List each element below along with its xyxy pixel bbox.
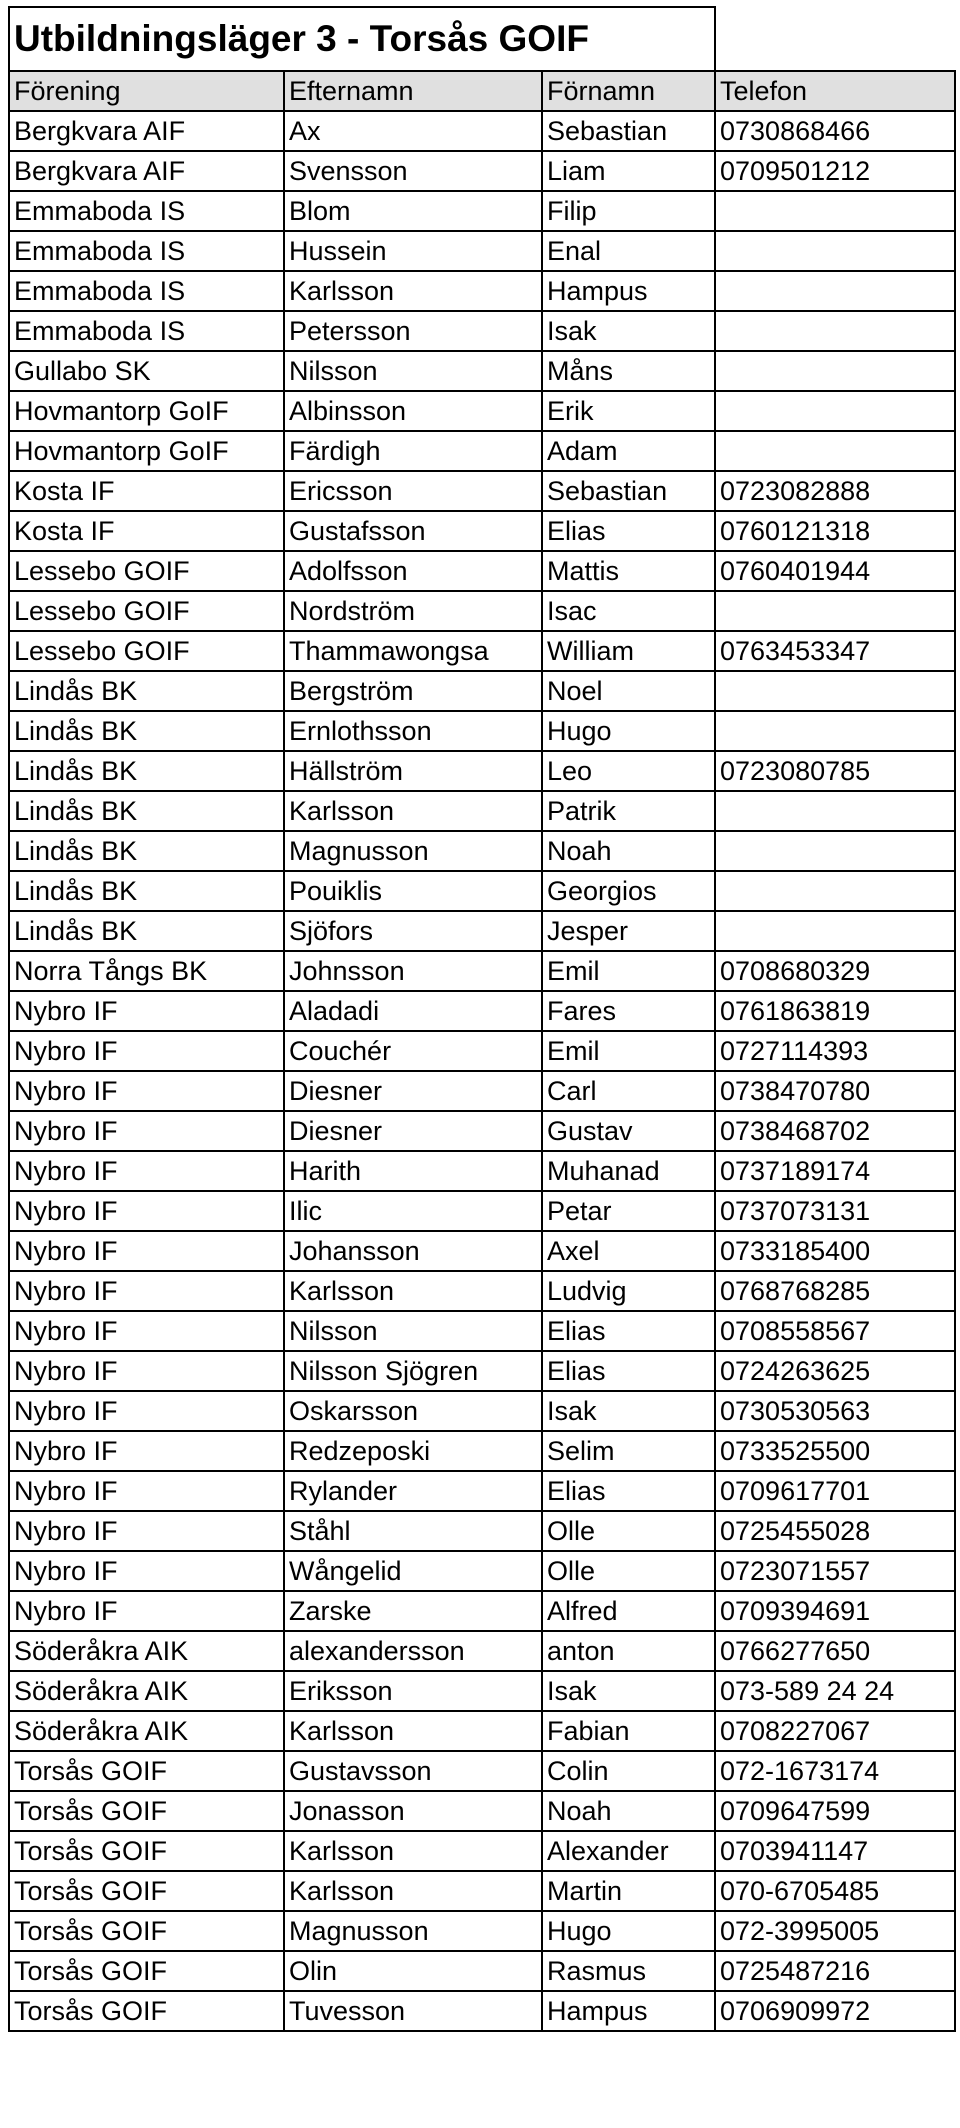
- cell-club: Nybro IF: [9, 1551, 284, 1591]
- table-row: [9, 1711, 955, 1751]
- cell-phone: 0730530563: [715, 1391, 955, 1431]
- table-row: [9, 231, 955, 271]
- cell-club: Lindås BK: [9, 791, 284, 831]
- cell-phone: [715, 391, 955, 431]
- cell-firstname: Carl: [542, 1071, 715, 1111]
- cell-club: Nybro IF: [9, 991, 284, 1031]
- cell-club: Nybro IF: [9, 1311, 284, 1351]
- cell-club: Söderåkra AIK: [9, 1631, 284, 1671]
- cell-firstname: Adam: [542, 431, 715, 471]
- cell-surname: Karlsson: [284, 1831, 542, 1871]
- cell-club: Lindås BK: [9, 751, 284, 791]
- cell-phone: 0708227067: [715, 1711, 955, 1751]
- cell-club: Emmaboda IS: [9, 191, 284, 231]
- cell-club: Lessebo GOIF: [9, 631, 284, 671]
- cell-club: Nybro IF: [9, 1431, 284, 1471]
- sheet-title: Utbildningsläger 3 - Torsås GOIF: [9, 7, 715, 71]
- table-row: [9, 1031, 955, 1071]
- cell-surname: Johansson: [284, 1231, 542, 1271]
- cell-firstname: Hugo: [542, 711, 715, 751]
- cell-club: Lindås BK: [9, 871, 284, 911]
- cell-club: Lindås BK: [9, 671, 284, 711]
- cell-firstname: Olle: [542, 1551, 715, 1591]
- table-row: [9, 511, 955, 551]
- cell-club: Emmaboda IS: [9, 271, 284, 311]
- cell-surname: Färdigh: [284, 431, 542, 471]
- cell-surname: Sjöfors: [284, 911, 542, 951]
- cell-phone: 0723080785: [715, 751, 955, 791]
- cell-club: Bergkvara AIF: [9, 111, 284, 151]
- cell-surname: Ernlothsson: [284, 711, 542, 751]
- cell-phone: 0768768285: [715, 1271, 955, 1311]
- table-row: [9, 1791, 955, 1831]
- cell-surname: Bergström: [284, 671, 542, 711]
- table-row: [9, 1191, 955, 1231]
- cell-firstname: Muhanad: [542, 1151, 715, 1191]
- cell-firstname: Gustav: [542, 1111, 715, 1151]
- cell-firstname: Måns: [542, 351, 715, 391]
- cell-firstname: Hampus: [542, 271, 715, 311]
- cell-surname: Ilic: [284, 1191, 542, 1231]
- cell-phone: 0733525500: [715, 1431, 955, 1471]
- cell-surname: Svensson: [284, 151, 542, 191]
- cell-firstname: anton: [542, 1631, 715, 1671]
- cell-phone: [715, 711, 955, 751]
- table-row: [9, 1591, 955, 1631]
- table-row: [9, 631, 955, 671]
- cell-surname: Petersson: [284, 311, 542, 351]
- table-row: [9, 1351, 955, 1391]
- cell-club: Kosta IF: [9, 511, 284, 551]
- cell-phone: 0708680329: [715, 951, 955, 991]
- cell-phone: [715, 231, 955, 271]
- cell-club: Nybro IF: [9, 1071, 284, 1111]
- roster-sheet: [8, 6, 956, 2032]
- cell-surname: Johnsson: [284, 951, 542, 991]
- cell-club: Norra Tångs BK: [9, 951, 284, 991]
- cell-surname: alexandersson: [284, 1631, 542, 1671]
- cell-club: Torsås GOIF: [9, 1791, 284, 1831]
- cell-firstname: Martin: [542, 1871, 715, 1911]
- cell-phone: [715, 911, 955, 951]
- table-row: [9, 1231, 955, 1271]
- title-blank-cell: [715, 7, 955, 71]
- cell-surname: Karlsson: [284, 1271, 542, 1311]
- cell-surname: Thammawongsa: [284, 631, 542, 671]
- table-row: [9, 311, 955, 351]
- table-row: [9, 711, 955, 751]
- table-row: [9, 151, 955, 191]
- table-row: [9, 1151, 955, 1191]
- cell-phone: 072-3995005: [715, 1911, 955, 1951]
- cell-phone: [715, 831, 955, 871]
- cell-club: Bergkvara AIF: [9, 151, 284, 191]
- cell-firstname: Elias: [542, 1311, 715, 1351]
- table-row: [9, 1991, 955, 2031]
- cell-firstname: Georgios: [542, 871, 715, 911]
- table-row: [9, 751, 955, 791]
- cell-surname: Nordström: [284, 591, 542, 631]
- header-surname: Efternamn: [284, 71, 542, 111]
- cell-surname: Pouiklis: [284, 871, 542, 911]
- cell-firstname: Elias: [542, 1471, 715, 1511]
- cell-phone: [715, 311, 955, 351]
- cell-surname: Ericsson: [284, 471, 542, 511]
- cell-surname: Redzeposki: [284, 1431, 542, 1471]
- cell-surname: Adolfsson: [284, 551, 542, 591]
- table-row: [9, 471, 955, 511]
- table-row: [9, 1311, 955, 1351]
- cell-surname: Ax: [284, 111, 542, 151]
- cell-club: Kosta IF: [9, 471, 284, 511]
- cell-phone: 0709394691: [715, 1591, 955, 1631]
- cell-phone: 0737073131: [715, 1191, 955, 1231]
- cell-surname: Gustafsson: [284, 511, 542, 551]
- cell-firstname: Enal: [542, 231, 715, 271]
- cell-surname: Hällström: [284, 751, 542, 791]
- cell-surname: Karlsson: [284, 1871, 542, 1911]
- cell-surname: Oskarsson: [284, 1391, 542, 1431]
- roster-body: [9, 111, 955, 2031]
- cell-club: Hovmantorp GoIF: [9, 431, 284, 471]
- cell-firstname: Fabian: [542, 1711, 715, 1751]
- cell-firstname: Alfred: [542, 1591, 715, 1631]
- cell-phone: [715, 671, 955, 711]
- table-row: [9, 831, 955, 871]
- cell-phone: 0761863819: [715, 991, 955, 1031]
- cell-phone: 0723071557: [715, 1551, 955, 1591]
- table-row: [9, 1831, 955, 1871]
- cell-firstname: Fares: [542, 991, 715, 1031]
- cell-firstname: Emil: [542, 1031, 715, 1071]
- cell-club: Torsås GOIF: [9, 1751, 284, 1791]
- cell-surname: Albinsson: [284, 391, 542, 431]
- cell-club: Lindås BK: [9, 911, 284, 951]
- cell-club: Lindås BK: [9, 831, 284, 871]
- cell-club: Torsås GOIF: [9, 1871, 284, 1911]
- cell-club: Nybro IF: [9, 1591, 284, 1631]
- cell-firstname: Ludvig: [542, 1271, 715, 1311]
- table-row: [9, 591, 955, 631]
- cell-firstname: Erik: [542, 391, 715, 431]
- cell-firstname: Sebastian: [542, 471, 715, 511]
- table-row: [9, 1471, 955, 1511]
- table-row: [9, 1871, 955, 1911]
- cell-phone: 070-6705485: [715, 1871, 955, 1911]
- cell-firstname: Petar: [542, 1191, 715, 1231]
- cell-surname: Hussein: [284, 231, 542, 271]
- cell-phone: [715, 271, 955, 311]
- table-row: [9, 391, 955, 431]
- cell-club: Nybro IF: [9, 1191, 284, 1231]
- cell-firstname: Jesper: [542, 911, 715, 951]
- cell-surname: Karlsson: [284, 271, 542, 311]
- cell-club: Söderåkra AIK: [9, 1711, 284, 1751]
- cell-phone: 073-589 24 24: [715, 1671, 955, 1711]
- cell-phone: 0706909972: [715, 1991, 955, 2031]
- cell-surname: Rylander: [284, 1471, 542, 1511]
- table-row: [9, 1271, 955, 1311]
- header-phone: Telefon: [715, 71, 955, 111]
- table-row: [9, 271, 955, 311]
- cell-firstname: Elias: [542, 511, 715, 551]
- cell-firstname: Hugo: [542, 1911, 715, 1951]
- table-row: [9, 1671, 955, 1711]
- table-row: [9, 1951, 955, 1991]
- cell-firstname: Sebastian: [542, 111, 715, 151]
- table-row: [9, 1511, 955, 1551]
- title-row: [9, 7, 955, 71]
- cell-firstname: Emil: [542, 951, 715, 991]
- cell-club: Nybro IF: [9, 1391, 284, 1431]
- cell-surname: Magnusson: [284, 1911, 542, 1951]
- cell-phone: [715, 871, 955, 911]
- cell-firstname: Isak: [542, 311, 715, 351]
- cell-firstname: Isac: [542, 591, 715, 631]
- table-row: [9, 431, 955, 471]
- table-row: [9, 911, 955, 951]
- cell-phone: [715, 431, 955, 471]
- table-row: [9, 551, 955, 591]
- cell-surname: Aladadi: [284, 991, 542, 1031]
- cell-firstname: Axel: [542, 1231, 715, 1271]
- table-row: [9, 1431, 955, 1471]
- cell-phone: 0709501212: [715, 151, 955, 191]
- table-row: [9, 191, 955, 231]
- cell-surname: Magnusson: [284, 831, 542, 871]
- cell-surname: Tuvesson: [284, 1991, 542, 2031]
- table-row: [9, 111, 955, 151]
- cell-surname: Couchér: [284, 1031, 542, 1071]
- cell-phone: [715, 791, 955, 831]
- cell-phone: 0730868466: [715, 111, 955, 151]
- cell-club: Hovmantorp GoIF: [9, 391, 284, 431]
- cell-phone: [715, 591, 955, 631]
- cell-firstname: William: [542, 631, 715, 671]
- cell-surname: Harith: [284, 1151, 542, 1191]
- cell-firstname: Hampus: [542, 1991, 715, 2031]
- cell-firstname: Isak: [542, 1671, 715, 1711]
- cell-club: Torsås GOIF: [9, 1911, 284, 1951]
- cell-club: Gullabo SK: [9, 351, 284, 391]
- cell-firstname: Leo: [542, 751, 715, 791]
- cell-club: Nybro IF: [9, 1351, 284, 1391]
- table-row: [9, 1071, 955, 1111]
- table-row: [9, 791, 955, 831]
- table-row: [9, 951, 955, 991]
- cell-surname: Diesner: [284, 1071, 542, 1111]
- cell-club: Torsås GOIF: [9, 1831, 284, 1871]
- cell-phone: 0709647599: [715, 1791, 955, 1831]
- cell-club: Nybro IF: [9, 1031, 284, 1071]
- table-row: [9, 671, 955, 711]
- table-row: [9, 991, 955, 1031]
- cell-firstname: Noah: [542, 831, 715, 871]
- cell-firstname: Olle: [542, 1511, 715, 1551]
- cell-club: Torsås GOIF: [9, 1951, 284, 1991]
- cell-club: Nybro IF: [9, 1271, 284, 1311]
- table-row: [9, 1631, 955, 1671]
- cell-surname: Nilsson Sjögren: [284, 1351, 542, 1391]
- cell-phone: 0738470780: [715, 1071, 955, 1111]
- cell-club: Nybro IF: [9, 1231, 284, 1271]
- table-row: [9, 1551, 955, 1591]
- cell-phone: 0709617701: [715, 1471, 955, 1511]
- cell-phone: 0766277650: [715, 1631, 955, 1671]
- cell-firstname: Isak: [542, 1391, 715, 1431]
- cell-surname: Nilsson: [284, 351, 542, 391]
- cell-phone: 0724263625: [715, 1351, 955, 1391]
- table-row: [9, 351, 955, 391]
- cell-phone: 0737189174: [715, 1151, 955, 1191]
- cell-phone: 0763453347: [715, 631, 955, 671]
- cell-phone: 0723082888: [715, 471, 955, 511]
- cell-firstname: Elias: [542, 1351, 715, 1391]
- cell-firstname: Noah: [542, 1791, 715, 1831]
- cell-club: Lindås BK: [9, 711, 284, 751]
- cell-club: Nybro IF: [9, 1471, 284, 1511]
- table-row: [9, 1911, 955, 1951]
- cell-phone: 0760401944: [715, 551, 955, 591]
- cell-surname: Nilsson: [284, 1311, 542, 1351]
- cell-firstname: Filip: [542, 191, 715, 231]
- cell-surname: Diesner: [284, 1111, 542, 1151]
- header-club: Förening: [9, 71, 284, 111]
- cell-club: Nybro IF: [9, 1111, 284, 1151]
- header-firstname: Förnamn: [542, 71, 715, 111]
- cell-phone: 0760121318: [715, 511, 955, 551]
- cell-firstname: Rasmus: [542, 1951, 715, 1991]
- cell-firstname: Liam: [542, 151, 715, 191]
- cell-phone: 0725455028: [715, 1511, 955, 1551]
- cell-club: Lessebo GOIF: [9, 551, 284, 591]
- table-row: [9, 1111, 955, 1151]
- cell-surname: Karlsson: [284, 1711, 542, 1751]
- cell-surname: Olin: [284, 1951, 542, 1991]
- cell-club: Emmaboda IS: [9, 231, 284, 271]
- cell-phone: 072-1673174: [715, 1751, 955, 1791]
- cell-phone: 0703941147: [715, 1831, 955, 1871]
- cell-phone: 0725487216: [715, 1951, 955, 1991]
- cell-phone: 0708558567: [715, 1311, 955, 1351]
- cell-surname: Karlsson: [284, 791, 542, 831]
- cell-club: Nybro IF: [9, 1151, 284, 1191]
- cell-club: Lessebo GOIF: [9, 591, 284, 631]
- cell-club: Söderåkra AIK: [9, 1671, 284, 1711]
- cell-phone: [715, 351, 955, 391]
- cell-surname: Blom: [284, 191, 542, 231]
- cell-surname: Zarske: [284, 1591, 542, 1631]
- cell-surname: Jonasson: [284, 1791, 542, 1831]
- cell-firstname: Selim: [542, 1431, 715, 1471]
- cell-surname: Gustavsson: [284, 1751, 542, 1791]
- cell-club: Nybro IF: [9, 1511, 284, 1551]
- table-row: [9, 1751, 955, 1791]
- cell-firstname: Patrik: [542, 791, 715, 831]
- cell-firstname: Noel: [542, 671, 715, 711]
- cell-firstname: Alexander: [542, 1831, 715, 1871]
- cell-firstname: Mattis: [542, 551, 715, 591]
- cell-firstname: Colin: [542, 1751, 715, 1791]
- table-row: [9, 871, 955, 911]
- table-row: [9, 1391, 955, 1431]
- roster-table: [8, 6, 956, 2032]
- cell-phone: [715, 191, 955, 231]
- cell-phone: 0733185400: [715, 1231, 955, 1271]
- cell-surname: Wångelid: [284, 1551, 542, 1591]
- cell-club: Emmaboda IS: [9, 311, 284, 351]
- cell-surname: Eriksson: [284, 1671, 542, 1711]
- cell-phone: 0727114393: [715, 1031, 955, 1071]
- cell-surname: Ståhl: [284, 1511, 542, 1551]
- cell-phone: 0738468702: [715, 1111, 955, 1151]
- header-row: [9, 71, 955, 111]
- cell-club: Torsås GOIF: [9, 1991, 284, 2031]
